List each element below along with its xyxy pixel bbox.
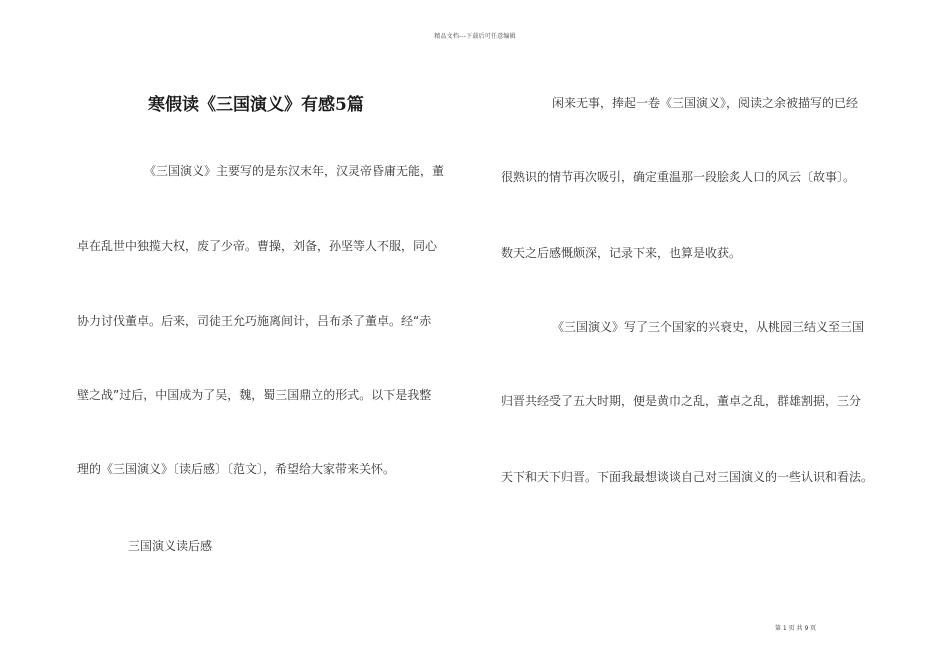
paragraph-line: 协力讨伐董卓。后来，司徒王允巧施离间计，吕布杀了董卓。经“赤 — [77, 314, 432, 328]
paragraph-line: 理的《三国演义》〔读后感〕〔范文〕，希望给大家带来关怀。 — [77, 462, 396, 476]
document-title: 寒假读《三国演义》有感5篇 — [148, 95, 364, 115]
section-heading: 三国演义读后感 — [128, 539, 213, 553]
paragraph-line: 归晋共经受了五大时期，便是黄巾之乱，董卓之乱，群雄割据，三分 — [501, 394, 862, 408]
paragraph-line: 《三国演义》写了三个国家的兴衰史，从桃园三结义至三国 — [552, 320, 865, 334]
paragraph-line: 天下和天下归晋。下面我最想谈谈自己对三国演义的一些认识和看法。 — [501, 470, 874, 484]
page-header: 精品文档---下载后可任意编辑 — [434, 33, 516, 40]
paragraph-line: 卓在乱世中独揽大权，废了少帝。曹操，刘备，孙坚等人不服，同心 — [77, 239, 438, 253]
paragraph-line: 数天之后感慨颇深，记录下来，也算是收获。 — [501, 246, 742, 260]
paragraph-line: 很熟识的情节再次吸引，确定重温那一段脍炙人口的风云〔故事〕。 — [501, 170, 856, 184]
paragraph-line: 闲来无事，捧起一卷《三国演义》，阅读之余被描写的已经 — [552, 96, 859, 110]
paragraph-line: 《三国演义》主要写的是东汉末年，汉灵帝昏庸无能，董 — [144, 164, 445, 178]
page-number: 第 1 页 共 9 页 — [775, 625, 817, 632]
paragraph-line: 壁之战”过后，中国成为了吴，魏，蜀三国鼎立的形式。以下是我整 — [77, 388, 432, 402]
